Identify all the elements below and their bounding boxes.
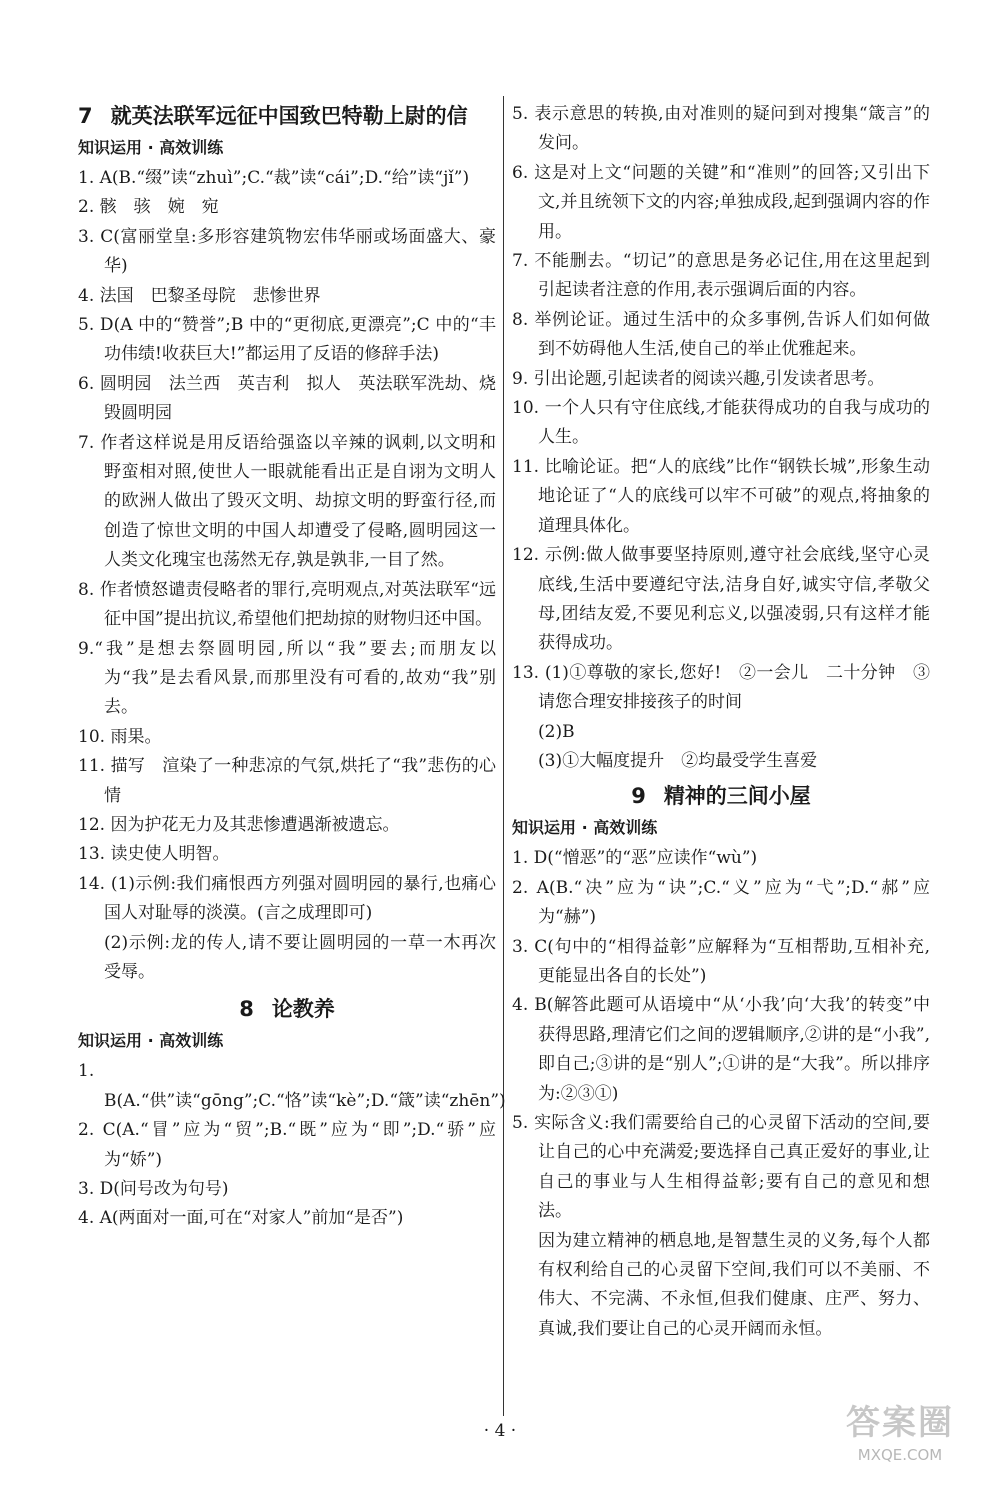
answer-item: 7. 不能删去。“切记”的意思是务必记住,用在这里起到引起读者注意的作用,表示强调后面的内容。 [512, 251, 930, 301]
answer-item: 5. 表示意思的转换,由对准则的疑问到对搜集“箴言”的发问。 [512, 104, 930, 154]
section-7-number: 7 [78, 104, 93, 128]
answer-item: 3. C(富丽堂皇:多形容建筑物宏伟华丽或场面盛大、豪华) [78, 226, 496, 277]
answer-item: 11. 描写 渲染了一种悲凉的气氛,烘托了“我”悲伤的心情 [78, 756, 496, 806]
section-9-heading [512, 780, 930, 812]
answer-item: 4. A(两面对一面,可在“对家人”前加“是否”) [78, 1208, 404, 1229]
right-column [512, 100, 930, 1344]
section-9-number: 9 [631, 784, 646, 809]
left-column [78, 100, 506, 1234]
answer-item: 3. D(问号改为句号) [78, 1179, 229, 1199]
watermark-url: MXQE.COM [857, 1446, 943, 1464]
answer-item: 8. 举例论证。通过生活中的众多事例,告诉人们如何做到不妨碍他人生活,使自己的举止优雅起来。 [512, 309, 930, 360]
section-8-subheading: 知识运用 · 高效训练 [78, 1031, 224, 1051]
answer-item: 7. 作者这样说是用反语给强盗以辛辣的讽刺,以文明和野蛮相对照,使世人一眼就能看出正是自诩为文明人的欧洲人做出了毁灭文明、劫掠文明的野蛮行径,而创造了惊世文明的中国人却遭受了侵略,圆明园这一人类文化瑰宝也荡然无存,孰是孰非,一目了然。 [78, 432, 496, 571]
watermark-logo [820, 1401, 980, 1479]
section-8-number: 8 [239, 997, 254, 1022]
answer-item: 10. 雨果。 [78, 726, 162, 747]
column-divider [503, 96, 504, 1416]
answer-item: 5. D(A 中的“赞誉”;B 中的“更彻底,更漂亮”;C 中的“丰功伟绩!收获巨大!”都运用了反语的修辞手法) [78, 315, 496, 365]
section-8-heading [78, 993, 496, 1025]
answer-paragraph: 因为建立精神的栖息地,是智慧生灵的义务,每个人都有权利给自己的心灵留下空间,我们可以不美丽、不伟大、不完满、不永恒,但我们健康、庄严、努力、真诚,我们要让自己的心灵开阔而永恒。 [538, 1230, 930, 1339]
page-number: · 4 · [483, 1421, 517, 1441]
answer-item: 2. C(A.“冒”应为“贸”;B.“既”应为“即”;D.“骄”应为“娇”) [78, 1120, 496, 1170]
answer-subitem: (3)①大幅度提升 ②均最受学生喜爱 [538, 750, 818, 771]
answer-item: 10. 一个人只有守住底线,才能获得成功的自我与成功的人生。 [512, 398, 930, 448]
answer-item: 12. 示例:做人做事要坚持原则,遵守社会底线,坚守心灵底线,生活中要遵纪守法,洁身自好,诚实守信,孝敬父母,团结友爱,不要见利忘义,以强凌弱,只有这样才能获得成功。 [512, 545, 930, 654]
answer-item: 4. 法国 巴黎圣母院 悲惨世界 [78, 285, 321, 306]
section-9-title: 精神的三间小屋 [663, 784, 811, 809]
answer-item: 6. 圆明园 法兰西 英吉利 拟人 英法联军洗劫、烧毁圆明园 [78, 373, 496, 424]
answer-item: 8. 作者愤怒谴责侵略者的罪行,亮明观点,对英法联军“远征中国”提出抗议,希望他们把劫掠的财物归还中国。 [78, 579, 496, 630]
answer-item: 4. B(解答此题可从语境中“从‘小我’向‘大我’的转变”中获得思路,理清它们之间的逻辑顺序,②讲的是“小我”,即自己;③讲的是“别人”;①讲的是“大我”。所以排序为:②③①) [512, 995, 930, 1104]
answer-item: 2. A(B.“决”应为“诀”;C.“义”应为“弋”;D.“郝”应为“赫”) [512, 877, 930, 928]
answer-item: 12. 因为护花无力及其悲惨遭遇渐被遗忘。 [78, 814, 400, 835]
answer-item: 2. 骸 骇 婉 宛 [78, 197, 219, 218]
answer-item: 14. (1)示例:我们痛恨西方列强对圆明园的暴行,也痛心国人对耻辱的淡漠。(言之成理即可) [78, 873, 496, 924]
answer-item: 1. B(A.“供”读“gōng”;C.“恪”读“kè”;D.“箴”读“zhēn”) [78, 1061, 506, 1111]
section-8-title: 论教养 [271, 997, 335, 1022]
answer-item: 11. 比喻论证。把“人的底线”比作“钢铁长城”,形象生动地论证了“人的底线可以牢不可破”的观点,将抽象的道理具体化。 [512, 456, 930, 536]
answer-subitem: (2)示例:龙的传人,请不要让圆明园的一草一木再次受辱。 [104, 932, 496, 982]
answer-item: 9. 引出论题,引起读者的阅读兴趣,引发读者思考。 [512, 368, 885, 389]
answer-item: 13. (1)①尊敬的家长,您好! ②一会儿 二十分钟 ③请您合理安排接孩子的时间 [512, 662, 930, 713]
answer-item: 1. D(“憎恶”的“恶”应读作“wù”) [512, 848, 758, 869]
answer-item: 9.“我”是想去祭圆明园,所以“我”要去;而朋友以为“我”是去看风景,而那里没有可看的,故劝“我”别去。 [78, 638, 496, 718]
section-7-subheading: 知识运用 · 高效训练 [78, 138, 224, 157]
watermark-logo-text: 答案圈 [846, 1403, 954, 1443]
section-9-subheading: 知识运用 · 高效训练 [512, 818, 658, 838]
answer-item: 1. A(B.“缀”读“zhuì”;C.“裁”读“cái”;D.“给”读“jǐ”) [78, 168, 470, 188]
answer-subitem: (2)B [538, 721, 575, 742]
answer-item: 13. 读史使人明智。 [78, 844, 230, 865]
section-7-heading [78, 100, 496, 132]
answer-item: 3. C(句中的“相得益彰”应解释为“互相帮助,互相补充,更能显出各自的长处”) [512, 936, 930, 986]
answer-item: 6. 这是对上文“问题的关键”和“准则”的回答;又引出下文,并且统领下文的内容;单独成段,起到强调内容的作用。 [512, 162, 930, 242]
section-7-title: 就英法联军远征中国致巴特勒上尉的信 [110, 104, 468, 128]
answer-item: 5. 实际含义:我们需要给自己的心灵留下活动的空间,要让自己的心中充满爱;要选择自己真正爱好的事业,让自己的事业与人生相得益彰;要有自己的意见和想法。 [512, 1113, 930, 1222]
